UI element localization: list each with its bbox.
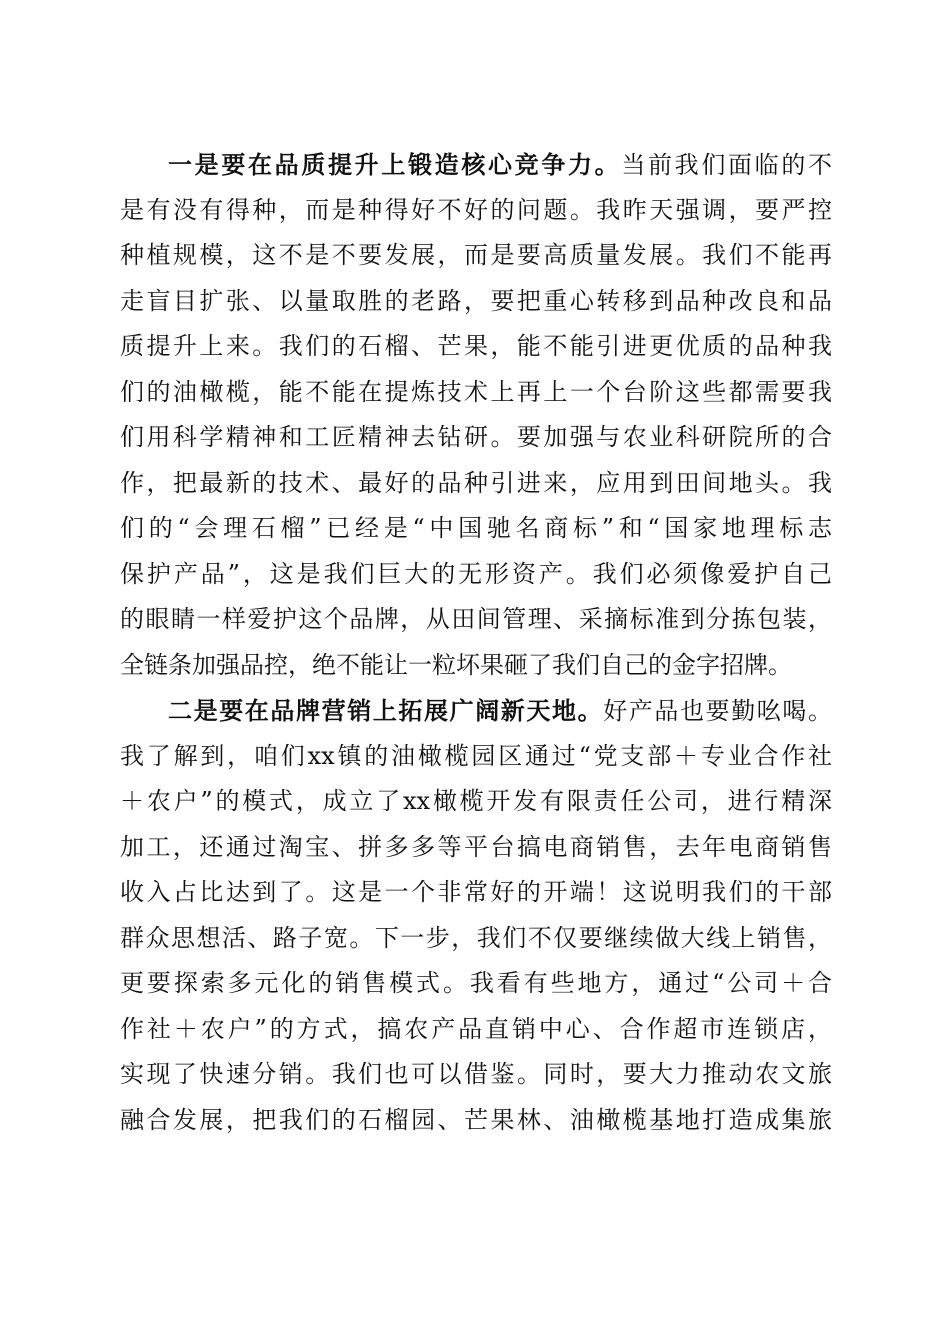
- paragraph-first-line: [120, 142, 832, 188]
- paragraph-line: 是有没有得种，而是种得好不好的问题。我昨天强调，要严控: [120, 195, 832, 224]
- paragraph-line: 们的“会理石榴”已经是“中国驰名商标”和“国家地理标志: [120, 514, 832, 542]
- paragraph-first-line: [120, 688, 832, 734]
- paragraph-lead-heading: 一是要在品质提升上锻造核心竞争力。: [168, 150, 622, 179]
- paragraph-line: 的眼睛一样爱护这个品牌，从田间管理、采摘标准到分拣包装，: [120, 605, 832, 633]
- paragraph-line: 融合发展，把我们的石榴园、芒果林、油橄榄基地打造成集旅: [120, 1105, 832, 1134]
- paragraph-text: 好产品也要勤吆喝。: [603, 697, 833, 725]
- paragraph-quality: [120, 142, 832, 688]
- paragraph-line: 收入占比达到了。这是一个非常好的开端！这说明我们的干部: [120, 878, 832, 906]
- paragraph-branding: [120, 688, 832, 1143]
- paragraph-line: 全链条加强品控，绝不能让一粒坏果砸了我们自己的金字招牌。: [120, 650, 792, 679]
- document-body: [120, 142, 832, 1143]
- paragraph-line: 我了解到，咱们xx镇的油橄榄园区通过“党支部＋专业合作社: [120, 741, 832, 770]
- paragraph-line: 群众思想活、路子宽。下一步，我们不仅要继续做大线上销售，: [120, 923, 832, 952]
- paragraph-line: 们用科学精神和工匠精神去钻研。要加强与农业科研院所的合: [120, 423, 832, 451]
- paragraph-line: 种植规模，这不是不要发展，而是要高质量发展。我们不能再: [120, 241, 832, 269]
- paragraph-line: 走盲目扩张、以量取胜的老路，要把重心转移到品种改良和品: [120, 286, 832, 315]
- paragraph-line: 作，把最新的技术、最好的品种引进来，应用到田间地头。我: [120, 468, 832, 497]
- paragraph-line: 更要探索多元化的销售模式。我看有些地方，通过“公司＋合: [120, 969, 832, 997]
- paragraph-line: 作社＋农户”的方式，搞农产品直销中心、合作超市连锁店，: [120, 1014, 832, 1043]
- paragraph-line: 质提升上来。我们的石榴、芒果，能不能引进更优质的品种我: [120, 332, 832, 360]
- paragraph-line: 实现了快速分销。我们也可以借鉴。同时，要大力推动农文旅: [120, 1060, 832, 1088]
- paragraph-line: 加工，还通过淘宝、拼多多等平台搞电商销售，去年电商销售: [120, 832, 832, 861]
- paragraph-line: 们的油橄榄，能不能在提炼技术上再上一个台阶这些都需要我: [120, 377, 832, 406]
- paragraph-line: ＋农户”的模式，成立了xx橄榄开发有限责任公司，进行精深: [120, 787, 832, 815]
- paragraph-text: 当前我们面临的不: [621, 151, 833, 179]
- paragraph-lead-heading: 二是要在品牌营销上拓展广阔新天地。: [168, 696, 604, 725]
- paragraph-line: 保护产品”，这是我们巨大的无形资产。我们必须像爱护自己: [120, 559, 832, 588]
